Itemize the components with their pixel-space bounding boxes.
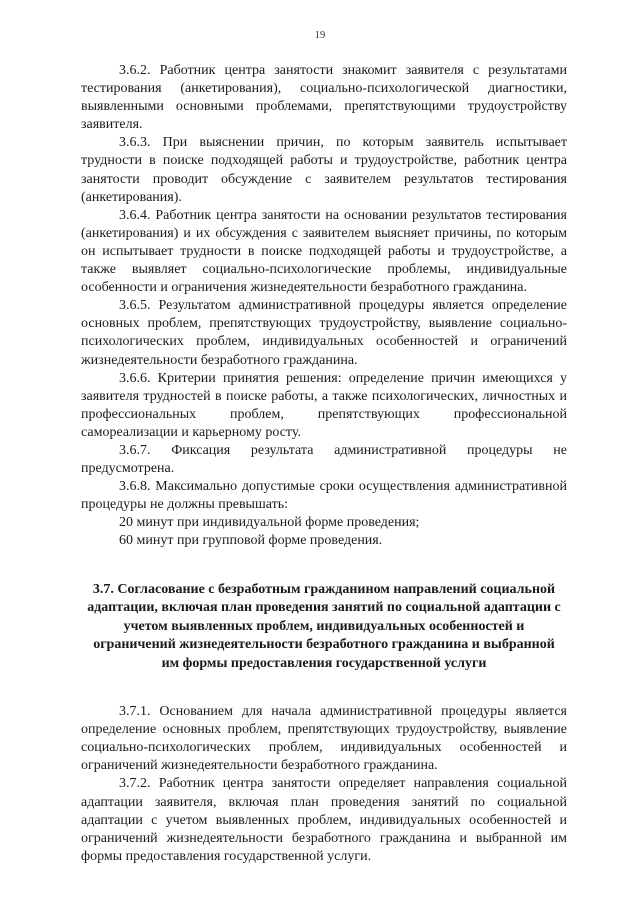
paragraph-3-6-3: 3.6.3. При выяснении причин, по которым заявитель испытывает трудности в поиске подходящей работы и трудоустройстве, работник центра занятости проводит обсуждение с заявителем результатов тестирования (анкетирования). xyxy=(81,135,567,205)
paragraph-3-6-8: 3.6.8. Максимально допустимые сроки осуществления административной процедуры не должны превышать: xyxy=(81,479,567,513)
paragraph-3-6-2: 3.6.2. Работник центра занятости знакомит заявителя с результатами тестирования (анкетирования), социально-психологической диагностики, выявленными основными проблемами, препятствующими трудоустройству заявителя. xyxy=(81,63,567,133)
paragraph-3-7-1: 3.7.1. Основанием для начала административной процедуры является определение основных проблем, препятствующих трудоустройству, выявление социально-психологических проблем, индивидуальных особенностей и ограничений жизнедеятельности безработного гражданина. xyxy=(81,704,567,774)
paragraph-3-6-7: 3.6.7. Фиксация результата административной процедуры не предусмотрена. xyxy=(81,442,567,477)
list-item-20-minutes: 20 минут при индивидуальной форме проведения; xyxy=(119,515,420,531)
paragraph-3-6-5: 3.6.5. Результатом административной процедуры является определение основных проблем, препятствующих трудоустройству, выявление социально-психологических проблем, индивидуальных особенностей и ограничений жизнедеятельности безработного гражданина. xyxy=(81,298,567,368)
paragraph-3-6-4: 3.6.4. Работник центра занятости на основании результатов тестирования (анкетирования) и их обсуждения с заявителем выясняет причины, по которым он испытывает трудности в поиске подходящей работы и трудоустройстве, а также выявляет социально-психологические проблемы, индивидуальные особенности и ограничения жизнедеятельности безработного гражданина. xyxy=(81,207,567,296)
list-item-60-minutes: 60 минут при групповой форме проведения. xyxy=(119,533,383,549)
paragraph-3-6-6: 3.6.6. Критерии принятия решения: определение причин имеющихся у заявителя трудностей в поиске работы, а также психологических, личностных и профессиональных проблем, препятствующих профессиональной самореализации и карьерному росту. xyxy=(81,370,567,440)
section-heading-3-7: 3.7. Согласование с безработным гражданином направлений социальной адаптации, включая план проведения занятий по социальной адаптации с учетом выявленных проблем, индивидуальных особенностей и ограничений жизнедеятельности безработного гражданина и выбранной им формы предоставления государственной услуги xyxy=(87,581,561,671)
page-number: 19 xyxy=(314,30,326,41)
paragraph-3-7-2: 3.7.2. Работник центра занятости определяет направления социальной адаптации заявителя, включая план проведения занятий по социальной адаптации с учетом выявленных проблем, индивидуальных особенностей и ограничений жизнедеятельности безработного гражданина и выбранной им формы предоставления государственной услуги. xyxy=(81,776,567,864)
document-body xyxy=(81,62,567,866)
